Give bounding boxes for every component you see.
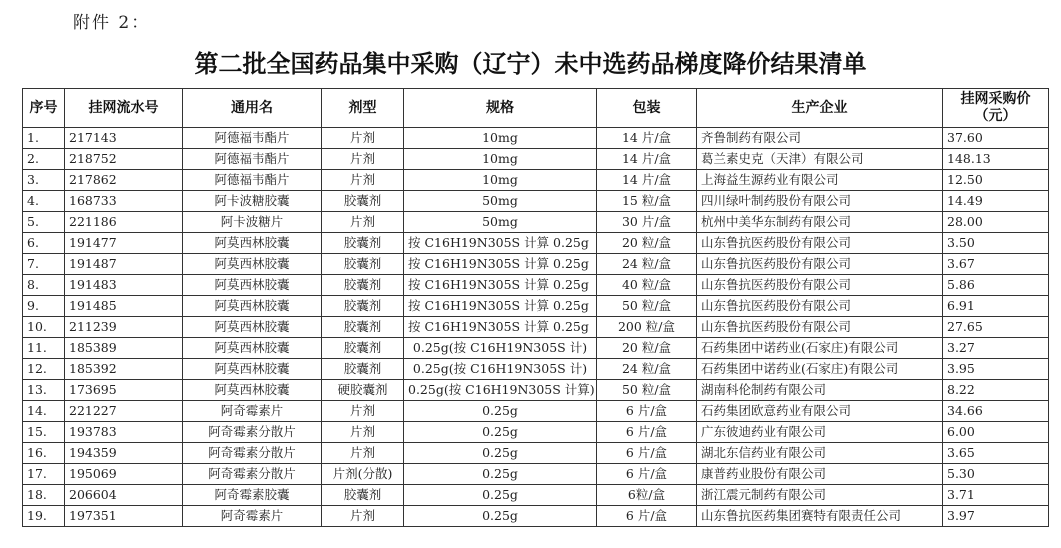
cell-no: 14. <box>23 401 65 422</box>
cell-pack: 200 粒/盒 <box>597 317 697 338</box>
cell-code: 168733 <box>65 191 183 212</box>
cell-spec: 按 C16H19N305S 计算 0.25g <box>404 296 597 317</box>
cell-spec: 0.25g(按 C16H19N305S 计算) <box>404 380 597 401</box>
table-row <box>23 296 1049 317</box>
cell-price: 5.86 <box>943 275 1049 296</box>
table-body <box>23 128 1049 527</box>
cell-no: 9. <box>23 296 65 317</box>
cell-form: 胶囊剂 <box>322 317 404 338</box>
table-row <box>23 149 1049 170</box>
cell-price: 8.22 <box>943 380 1049 401</box>
cell-price: 12.50 <box>943 170 1049 191</box>
cell-form: 胶囊剂 <box>322 233 404 254</box>
cell-form: 片剂 <box>322 128 404 149</box>
cell-spec: 10mg <box>404 149 597 170</box>
cell-spec: 0.25g <box>404 401 597 422</box>
header-price <box>943 89 1049 128</box>
cell-manufacturer: 康普药业股份有限公司 <box>697 464 943 485</box>
header-price-line1: 挂网采购价 <box>960 91 1031 107</box>
cell-manufacturer: 广东彼迪药业有限公司 <box>697 422 943 443</box>
cell-name: 阿奇霉素分散片 <box>183 464 322 485</box>
cell-form: 片剂 <box>322 422 404 443</box>
cell-manufacturer: 石药集团欧意药业有限公司 <box>697 401 943 422</box>
cell-manufacturer: 山东鲁抗医药股份有限公司 <box>697 233 943 254</box>
cell-manufacturer: 齐鲁制药有限公司 <box>697 128 943 149</box>
cell-no: 2. <box>23 149 65 170</box>
cell-no: 11. <box>23 338 65 359</box>
cell-code: 217143 <box>65 128 183 149</box>
cell-form: 胶囊剂 <box>322 275 404 296</box>
cell-form: 胶囊剂 <box>322 296 404 317</box>
annex-label: 附件 2： <box>73 13 151 33</box>
cell-form: 片剂 <box>322 401 404 422</box>
cell-form: 片剂 <box>322 506 404 527</box>
cell-form: 胶囊剂 <box>322 485 404 506</box>
table-row <box>23 464 1049 485</box>
cell-name: 阿莫西林胶囊 <box>183 359 322 380</box>
cell-pack: 6 片/盒 <box>597 506 697 527</box>
cell-code: 195069 <box>65 464 183 485</box>
table-row <box>23 317 1049 338</box>
cell-no: 19. <box>23 506 65 527</box>
cell-pack: 50 粒/盒 <box>597 380 697 401</box>
cell-manufacturer: 杭州中美华东制药有限公司 <box>697 212 943 233</box>
cell-manufacturer: 湖南科伦制药有限公司 <box>697 380 943 401</box>
cell-price: 3.71 <box>943 485 1049 506</box>
table-row <box>23 275 1049 296</box>
cell-manufacturer: 山东鲁抗医药股份有限公司 <box>697 254 943 275</box>
cell-name: 阿卡波糖片 <box>183 212 322 233</box>
cell-spec: 0.25g <box>404 485 597 506</box>
cell-manufacturer: 山东鲁抗医药股份有限公司 <box>697 296 943 317</box>
cell-manufacturer: 石药集团中诺药业(石家庄)有限公司 <box>697 338 943 359</box>
cell-pack: 6 片/盒 <box>597 422 697 443</box>
cell-name: 阿莫西林胶囊 <box>183 380 322 401</box>
cell-code: 193783 <box>65 422 183 443</box>
cell-no: 18. <box>23 485 65 506</box>
cell-code: 185389 <box>65 338 183 359</box>
cell-price: 3.67 <box>943 254 1049 275</box>
cell-code: 221227 <box>65 401 183 422</box>
cell-manufacturer: 山东鲁抗医药股份有限公司 <box>697 275 943 296</box>
cell-name: 阿奇霉素胶囊 <box>183 485 322 506</box>
cell-name: 阿莫西林胶囊 <box>183 296 322 317</box>
cell-manufacturer: 湖北东信药业有限公司 <box>697 443 943 464</box>
cell-spec: 0.25g <box>404 464 597 485</box>
cell-code: 194359 <box>65 443 183 464</box>
cell-spec: 50mg <box>404 212 597 233</box>
cell-pack: 6 片/盒 <box>597 443 697 464</box>
cell-spec: 50mg <box>404 191 597 212</box>
cell-price: 3.27 <box>943 338 1049 359</box>
cell-manufacturer: 葛兰素史克（天津）有限公司 <box>697 149 943 170</box>
cell-pack: 20 粒/盒 <box>597 233 697 254</box>
cell-pack: 20 粒/盒 <box>597 338 697 359</box>
cell-no: 5. <box>23 212 65 233</box>
cell-spec: 0.25g <box>404 422 597 443</box>
cell-no: 6. <box>23 233 65 254</box>
cell-code: 173695 <box>65 380 183 401</box>
cell-spec: 按 C16H19N305S 计算 0.25g <box>404 317 597 338</box>
cell-form: 片剂 <box>322 149 404 170</box>
cell-name: 阿奇霉素分散片 <box>183 443 322 464</box>
cell-pack: 6 片/盒 <box>597 401 697 422</box>
cell-spec: 0.25g <box>404 506 597 527</box>
header-code: 挂网流水号 <box>65 89 183 128</box>
cell-name: 阿奇霉素片 <box>183 506 322 527</box>
cell-code: 217862 <box>65 170 183 191</box>
cell-name: 阿德福韦酯片 <box>183 170 322 191</box>
cell-price: 148.13 <box>943 149 1049 170</box>
cell-name: 阿德福韦酯片 <box>183 128 322 149</box>
cell-pack: 6粒/盒 <box>597 485 697 506</box>
cell-manufacturer: 石药集团中诺药业(石家庄)有限公司 <box>697 359 943 380</box>
cell-pack: 14 片/盒 <box>597 149 697 170</box>
cell-no: 1. <box>23 128 65 149</box>
cell-name: 阿卡波糖胶囊 <box>183 191 322 212</box>
table-row <box>23 359 1049 380</box>
cell-name: 阿莫西林胶囊 <box>183 317 322 338</box>
cell-name: 阿奇霉素片 <box>183 401 322 422</box>
cell-spec: 0.25g(按 C16H19N305S 计) <box>404 338 597 359</box>
table-row <box>23 506 1049 527</box>
cell-name: 阿莫西林胶囊 <box>183 254 322 275</box>
cell-code: 221186 <box>65 212 183 233</box>
cell-code: 185392 <box>65 359 183 380</box>
table-row <box>23 191 1049 212</box>
cell-code: 191487 <box>65 254 183 275</box>
cell-name: 阿莫西林胶囊 <box>183 275 322 296</box>
cell-no: 16. <box>23 443 65 464</box>
cell-name: 阿莫西林胶囊 <box>183 338 322 359</box>
cell-spec: 0.25g(按 C16H19N305S 计) <box>404 359 597 380</box>
cell-form: 片剂 <box>322 212 404 233</box>
cell-no: 10. <box>23 317 65 338</box>
cell-code: 191483 <box>65 275 183 296</box>
cell-price: 34.66 <box>943 401 1049 422</box>
cell-no: 15. <box>23 422 65 443</box>
cell-no: 8. <box>23 275 65 296</box>
header-price-line2: （元） <box>974 108 1017 124</box>
cell-manufacturer: 山东鲁抗医药集团赛特有限责任公司 <box>697 506 943 527</box>
cell-no: 3. <box>23 170 65 191</box>
cell-pack: 6 片/盒 <box>597 464 697 485</box>
cell-form: 胶囊剂 <box>322 254 404 275</box>
cell-price: 27.65 <box>943 317 1049 338</box>
table-row <box>23 338 1049 359</box>
cell-form: 片剂 <box>322 443 404 464</box>
cell-code: 218752 <box>65 149 183 170</box>
cell-code: 197351 <box>65 506 183 527</box>
cell-name: 阿莫西林胶囊 <box>183 233 322 254</box>
cell-price: 3.50 <box>943 233 1049 254</box>
document-title: 第二批全国药品集中采购（辽宁）未中选药品梯度降价结果清单 <box>194 50 867 78</box>
cell-code: 211239 <box>65 317 183 338</box>
cell-name: 阿奇霉素分散片 <box>183 422 322 443</box>
cell-price: 37.60 <box>943 128 1049 149</box>
cell-price: 3.95 <box>943 359 1049 380</box>
cell-price: 6.00 <box>943 422 1049 443</box>
table-row <box>23 422 1049 443</box>
cell-name: 阿德福韦酯片 <box>183 149 322 170</box>
table-row <box>23 212 1049 233</box>
cell-pack: 24 粒/盒 <box>597 254 697 275</box>
table-header-row <box>23 89 1049 128</box>
header-spec: 规格 <box>404 89 597 128</box>
header-form: 剂型 <box>322 89 404 128</box>
cell-form: 片剂(分散) <box>322 464 404 485</box>
cell-pack: 14 片/盒 <box>597 128 697 149</box>
cell-price: 28.00 <box>943 212 1049 233</box>
cell-no: 7. <box>23 254 65 275</box>
cell-form: 硬胶囊剂 <box>322 380 404 401</box>
cell-no: 17. <box>23 464 65 485</box>
cell-manufacturer: 上海益生源药业有限公司 <box>697 170 943 191</box>
cell-price: 3.97 <box>943 506 1049 527</box>
cell-spec: 按 C16H19N305S 计算 0.25g <box>404 254 597 275</box>
cell-spec: 10mg <box>404 128 597 149</box>
cell-code: 191485 <box>65 296 183 317</box>
cell-spec: 10mg <box>404 170 597 191</box>
cell-pack: 14 片/盒 <box>597 170 697 191</box>
cell-manufacturer: 四川绿叶制药股份有限公司 <box>697 191 943 212</box>
price-result-table <box>22 88 1049 527</box>
cell-price: 5.30 <box>943 464 1049 485</box>
cell-pack: 40 粒/盒 <box>597 275 697 296</box>
cell-spec: 0.25g <box>404 443 597 464</box>
cell-no: 12. <box>23 359 65 380</box>
cell-form: 片剂 <box>322 170 404 191</box>
header-no: 序号 <box>23 89 65 128</box>
table-row <box>23 170 1049 191</box>
table-row <box>23 254 1049 275</box>
cell-no: 13. <box>23 380 65 401</box>
table-row <box>23 443 1049 464</box>
cell-spec: 按 C16H19N305S 计算 0.25g <box>404 275 597 296</box>
table-row <box>23 401 1049 422</box>
cell-price: 14.49 <box>943 191 1049 212</box>
cell-code: 206604 <box>65 485 183 506</box>
header-pack: 包装 <box>597 89 697 128</box>
cell-pack: 30 片/盒 <box>597 212 697 233</box>
table-row <box>23 380 1049 401</box>
cell-code: 191477 <box>65 233 183 254</box>
cell-pack: 15 粒/盒 <box>597 191 697 212</box>
cell-price: 6.91 <box>943 296 1049 317</box>
cell-pack: 24 粒/盒 <box>597 359 697 380</box>
cell-pack: 50 粒/盒 <box>597 296 697 317</box>
cell-no: 4. <box>23 191 65 212</box>
table-row <box>23 485 1049 506</box>
cell-manufacturer: 山东鲁抗医药股份有限公司 <box>697 317 943 338</box>
cell-spec: 按 C16H19N305S 计算 0.25g <box>404 233 597 254</box>
cell-form: 胶囊剂 <box>322 359 404 380</box>
table-row <box>23 128 1049 149</box>
cell-form: 胶囊剂 <box>322 191 404 212</box>
header-manufacturer: 生产企业 <box>697 89 943 128</box>
table-row <box>23 233 1049 254</box>
header-name: 通用名 <box>183 89 322 128</box>
cell-price: 3.65 <box>943 443 1049 464</box>
cell-manufacturer: 浙江震元制药有限公司 <box>697 485 943 506</box>
cell-form: 胶囊剂 <box>322 338 404 359</box>
